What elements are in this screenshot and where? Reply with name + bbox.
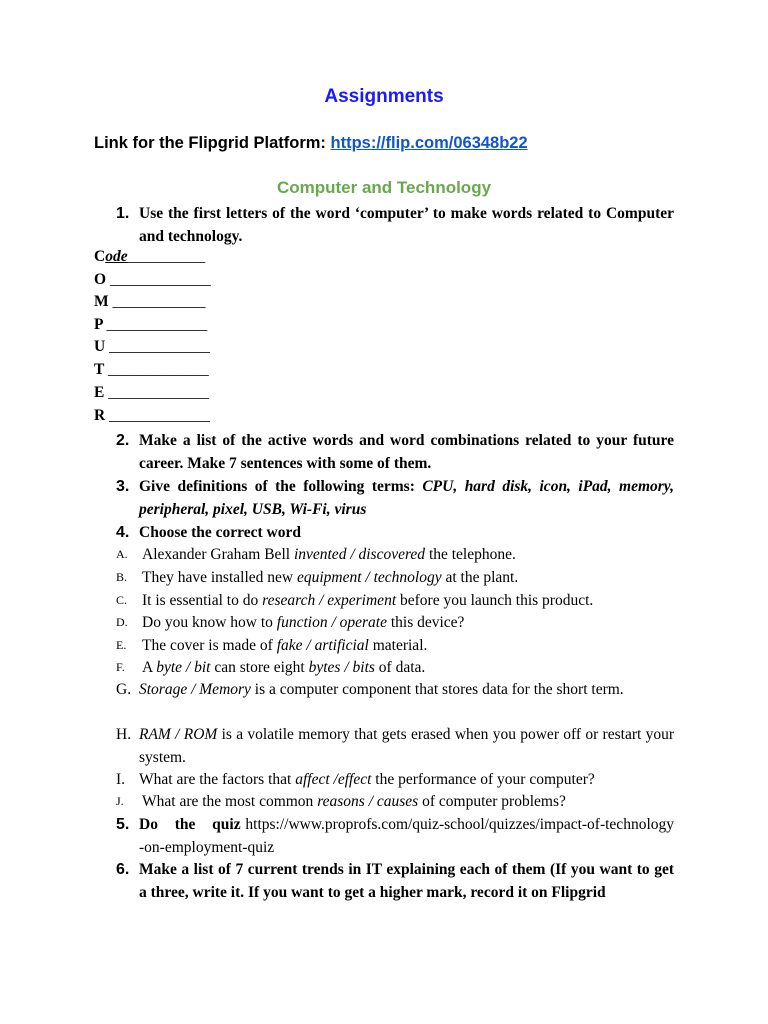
question-3 — [94, 475, 674, 521]
question-4 — [94, 521, 674, 544]
option-label: C. — [116, 593, 128, 607]
option-label: D. — [116, 615, 128, 629]
option-choice[interactable]: research / experiment — [262, 592, 397, 609]
option-h — [94, 723, 674, 769]
option-text: What are the most common — [142, 793, 318, 810]
option-choice[interactable]: affect /effect — [295, 771, 372, 788]
acrostic-row-t — [94, 361, 209, 379]
acrostic-letter: T — [94, 361, 105, 378]
option-text: the telephone. — [425, 546, 516, 563]
option-text: of computer problems? — [418, 793, 566, 810]
acrostic-letter: C — [94, 248, 106, 265]
option-a — [94, 543, 674, 566]
option-label: H. — [116, 726, 132, 743]
question-intro: Give definitions of the following terms: — [139, 478, 423, 495]
option-text: this device? — [386, 614, 465, 631]
option-text: of data. — [374, 659, 426, 676]
answer-blank[interactable]: _____________ — [108, 384, 209, 401]
answer-blank[interactable]: __________ — [127, 248, 206, 265]
option-text: material. — [368, 637, 428, 654]
option-text: The cover is made of — [142, 637, 277, 654]
option-choice[interactable]: function / operate — [276, 614, 387, 631]
answer-blank[interactable]: _____________ — [106, 316, 208, 333]
option-text: Alexander Graham Bell — [142, 546, 294, 563]
link-label: Link for the Flipgrid Platform: — [94, 134, 326, 152]
quiz-url[interactable]: https://www.proprofs.com/quiz-school/quizzes/impact-of-technology-on-employment-quiz — [139, 816, 674, 856]
acrostic-row-r — [94, 407, 210, 425]
option-label: F. — [116, 660, 125, 674]
option-label: J. — [116, 794, 124, 808]
flipgrid-link-line — [94, 134, 528, 153]
question-6 — [94, 858, 674, 904]
acrostic-row-p — [94, 316, 207, 334]
acrostic-row-e — [94, 384, 209, 402]
option-choice[interactable]: equipment / technology — [296, 569, 442, 586]
option-choice[interactable]: byte / bit — [156, 659, 211, 676]
answer-blank[interactable]: _____________ — [109, 338, 210, 355]
acrostic-row-m — [94, 293, 206, 311]
acrostic-letter: M — [94, 293, 109, 310]
section-subtitle: Computer and Technology — [276, 178, 492, 197]
option-j — [94, 790, 674, 813]
option-label: A. — [116, 547, 128, 561]
flipgrid-link[interactable]: https://flip.com/06348b22 — [330, 134, 528, 152]
option-choice[interactable]: Storage / Memory — [139, 681, 251, 698]
option-text: What are the factors that — [139, 771, 296, 788]
acrostic-letter: R — [94, 407, 106, 424]
page-title: Assignments — [324, 86, 444, 107]
acrostic-row-c — [94, 248, 205, 266]
option-i — [94, 768, 674, 791]
option-choice[interactable]: RAM / ROM — [139, 726, 218, 743]
option-text: at the plant. — [441, 569, 519, 586]
option-label: I. — [116, 771, 126, 788]
option-text: can store eight — [210, 659, 309, 676]
quiz-label: Do the quiz — [139, 816, 241, 833]
question-text: Make a list of the active words and word combinations related to your future career. Make 7 sentences with some of them. — [139, 432, 674, 472]
acrostic-letter: E — [94, 384, 105, 401]
option-text: the performance of your computer? — [371, 771, 595, 788]
option-f — [94, 656, 674, 679]
option-label: G. — [116, 681, 132, 698]
option-label: E. — [116, 638, 127, 652]
answer-blank[interactable]: ____________ — [112, 293, 206, 310]
question-number: 5. — [116, 816, 130, 833]
option-choice[interactable]: invented / discovered — [293, 546, 426, 563]
option-b — [94, 566, 674, 589]
acrostic-letter: O — [94, 271, 107, 288]
term-list: CPU, hard disk, icon, iPad, memory, peripheral, pixel, USB, Wi-Fi, virus — [139, 478, 674, 518]
question-text: Make a list of 7 current trends in IT explaining each of them (If you want to get a three, write it. If you want to get a higher mark, record it on Flipgrid — [139, 861, 674, 901]
option-text: before you launch this product. — [396, 592, 594, 609]
question-text — [139, 475, 674, 521]
option-label: B. — [116, 570, 128, 584]
option-choice[interactable]: fake / artificial — [276, 637, 369, 654]
answer-blank[interactable]: _____________ — [109, 407, 210, 424]
question-text: Use the first letters of the word ‘computer’ to make words related to Computer and technology. — [139, 205, 674, 245]
option-choice[interactable]: bytes / bits — [308, 659, 375, 676]
question-1 — [94, 202, 674, 248]
option-text: A — [142, 659, 157, 676]
acrostic-row-u — [94, 338, 210, 356]
question-number: 3. — [116, 478, 130, 495]
option-text: is a volatile memory that gets erased when you power off or restart your system. — [139, 726, 674, 766]
question-number: 2. — [116, 432, 130, 449]
question-5 — [94, 813, 674, 859]
option-g — [94, 678, 674, 701]
answer-blank[interactable]: _____________ — [109, 271, 211, 288]
question-number: 6. — [116, 861, 130, 878]
option-d — [94, 611, 674, 634]
option-text: It is essential to do — [142, 592, 263, 609]
option-c — [94, 589, 674, 612]
acrostic-letter: P — [94, 316, 103, 333]
question-number: 1. — [116, 205, 130, 222]
question-text: Choose the correct word — [139, 524, 301, 541]
option-text: Do you know how to — [142, 614, 277, 631]
acrostic-row-o — [94, 271, 211, 289]
option-text: is a computer component that stores data for the short term. — [250, 681, 624, 698]
acrostic-letter: U — [94, 338, 106, 355]
question-text — [139, 813, 674, 859]
option-choice[interactable]: reasons / causes — [317, 793, 419, 810]
acrostic-example: ode — [105, 248, 128, 265]
answer-blank[interactable]: _____________ — [107, 361, 209, 378]
option-text: They have installed new — [142, 569, 297, 586]
question-number: 4. — [116, 524, 130, 541]
question-2 — [94, 429, 674, 475]
option-e — [94, 634, 674, 657]
